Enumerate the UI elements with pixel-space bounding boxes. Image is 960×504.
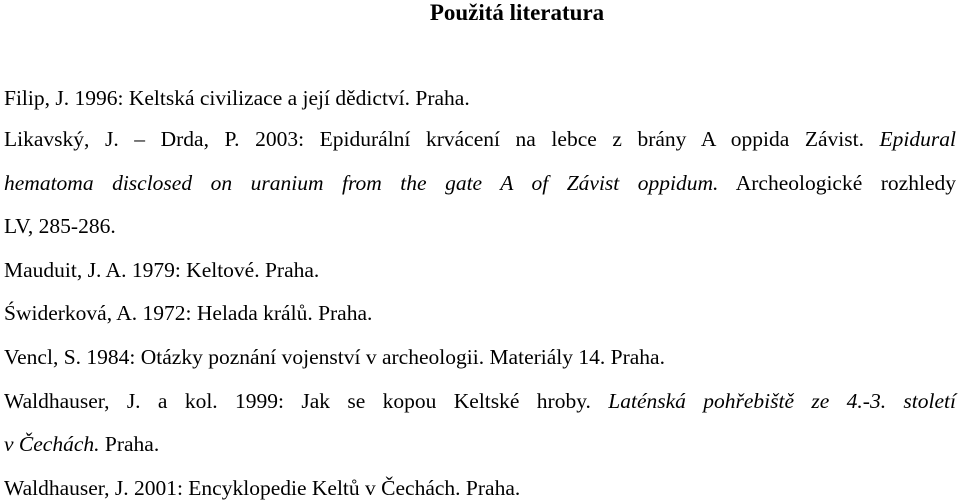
reference-text: Archeologické rozhledy	[718, 171, 956, 195]
reference-text: Waldhauser, J. a kol. 1999: Jak se kopou Keltské hroby.	[4, 389, 609, 413]
reference-likavsky-2003-line-1	[4, 127, 956, 151]
reference-title-italic: Laténská pohřebiště ze 4.-3. století	[608, 389, 956, 413]
reference-title-italic: Epidural	[879, 127, 956, 151]
reference-waldhauser-2001: Waldhauser, J. 2001: Encyklopedie Keltů v Čechách. Praha.	[4, 476, 521, 500]
page-title: Použitá literatura	[429, 0, 605, 25]
reference-text: Praha.	[99, 432, 160, 456]
reference-swiderkova-1972: Świderková, A. 1972: Helada králů. Praha.	[4, 301, 373, 325]
reference-filip-1996: Filip, J. 1996: Keltská civilizace a její dědictví. Praha.	[4, 86, 470, 110]
reference-waldhauser-1999-line-1	[4, 389, 956, 413]
reference-title-italic: hematoma disclosed on uranium from the gate A of Závist oppidum.	[4, 171, 719, 195]
reference-title-italic: v Čechách.	[4, 432, 100, 456]
reference-mauduit-1979: Mauduit, J. A. 1979: Keltové. Praha.	[4, 258, 320, 282]
reference-text: Likavský, J. – Drda, P. 2003: Epidurální krvácení na lebce z brány A oppida Závist.	[4, 127, 880, 151]
reference-waldhauser-1999-line-2	[4, 432, 159, 456]
reference-vencl-1984: Vencl, S. 1984: Otázky poznání vojenství v archeologii. Materiály 14. Praha.	[4, 345, 665, 369]
reference-likavsky-2003-line-3: LV, 285-286.	[4, 214, 116, 238]
reference-likavsky-2003-line-2	[4, 171, 956, 195]
